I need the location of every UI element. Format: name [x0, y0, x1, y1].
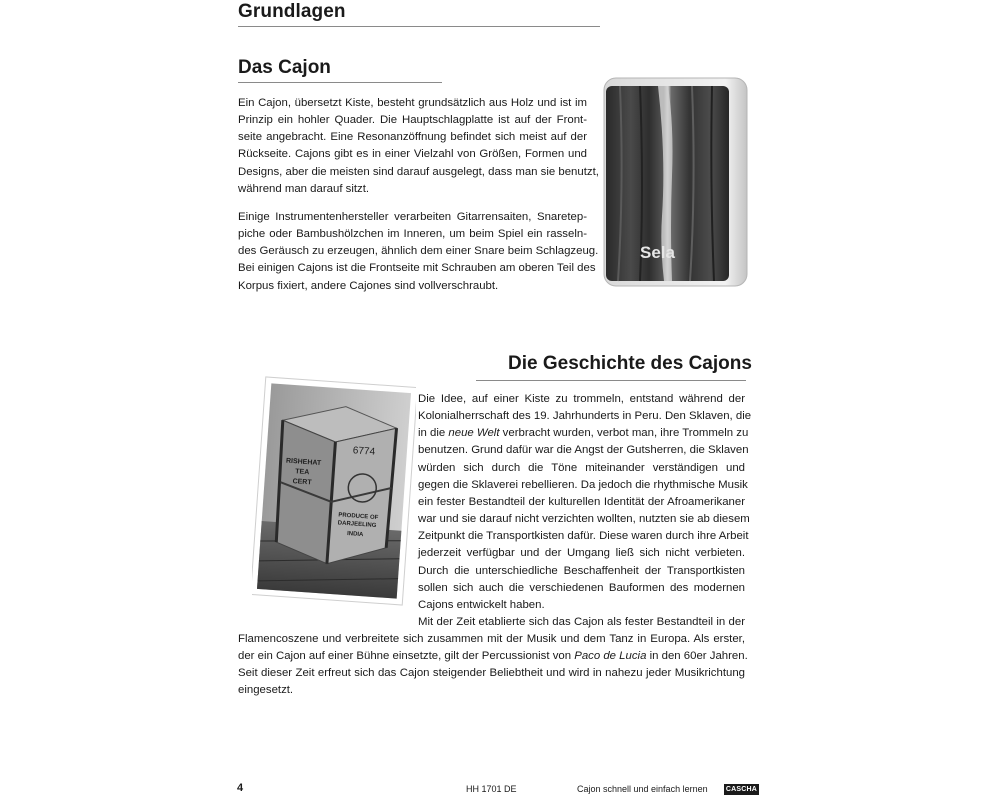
crate-label: DARJEELING — [337, 520, 377, 530]
text-line: eingesetzt. — [238, 684, 294, 697]
text-line: Rückseite. Cajons gibt es in einer Vielzahl von Größen, Formen und — [238, 148, 587, 161]
text-line: Prinzip ein hohler Quader. Die Hauptschlagplatte ist auf der Front- — [238, 114, 587, 127]
text-line: Durch die unterschiedliche Beschaffenheit der Transportkisten — [418, 564, 745, 577]
page-number: 4 — [237, 782, 244, 794]
section-title-cajon: Das Cajon — [238, 57, 331, 78]
text-line: sollen sich auch die verschiedenen Bauformen des modernen — [418, 581, 745, 594]
text-line: der ein Cajon auf einer Bühne einsetzte, gilt der Percussionist von Paco de Lucia in den 60er Jahren. — [238, 650, 748, 663]
crate-photo — [252, 376, 416, 606]
section-rule-history — [476, 380, 746, 381]
crate-label: CERT — [292, 478, 312, 487]
text-line: jederzeit verfügbar und der Umgang ließ sich nicht verbieten. — [418, 547, 745, 560]
text-line: ein fester Bestandteil der kulturellen Identität der Afroamerikaner — [418, 495, 745, 508]
paragraph-history-column — [418, 391, 752, 631]
text-line: war und sie darauf nicht verzichten wollten, nutzten sie ab diesem — [418, 513, 750, 526]
text-line: in die neue Welt verbracht wurden, verbot man, ihre Trommeln zu — [418, 427, 749, 440]
paragraph-cajon-intro — [238, 95, 599, 198]
chapter-rule — [238, 26, 600, 27]
text-line: Bei einigen Cajons ist die Frontseite mit Schrauben am oberen Teil des — [238, 262, 596, 275]
section-rule-cajon — [238, 82, 442, 83]
text-line: Cajons entwickelt haben. — [418, 598, 545, 611]
publisher-logo: CASCHA — [725, 786, 758, 793]
text-line: würden sich durch die Töne miteinander verständigen und — [418, 461, 745, 474]
section-title-history: Die Geschichte des Cajons — [508, 353, 752, 374]
emphasis: neue Welt — [448, 427, 500, 440]
product-code: HH 1701 DE — [466, 784, 517, 794]
text-line: Zeitpunkt die Transportkisten dafür. Diese waren durch ihre Arbeit — [418, 530, 749, 543]
text-line: benutzen. Grund dafür war die Angst der Gutsherren, die Sklaven — [418, 444, 749, 457]
text-line: des Geräusch zu erzeugen, ähnlich dem einer Snare beim Schlagzeug. — [238, 245, 599, 258]
text-line: Seit dieser Zeit erfreut sich das Cajon steigender Beliebtheit und wird in nahezu jeder Musikrichtung — [238, 667, 745, 680]
crate-label: PRODUCE OF — [338, 512, 379, 522]
text-line: Einige Instrumentenhersteller verarbeiten Gitarrensaiten, Snaretep- — [238, 211, 587, 223]
paragraph-history-full — [238, 631, 748, 700]
crate-label: TEA — [295, 468, 310, 477]
text-line: Kolonialherrschaft des 19. Jahrhunderts in Peru. Den Sklaven, die — [418, 410, 752, 423]
paragraph-cajon-construction — [238, 209, 599, 295]
chapter-title: Grundlagen — [238, 1, 346, 22]
crate-number: 6774 — [352, 445, 376, 458]
text-line: Die Idee, auf einer Kiste zu trommeln, entstand während der — [418, 393, 745, 405]
text-line: Designs, aber die meisten sind darauf ausgelegt, dass man sie benutzt, — [238, 165, 599, 178]
text-line: piche oder Bambushölzchen im Inneren, um beim Spiel ein rasseln- — [238, 228, 587, 241]
brand-logo: Sela — [640, 243, 675, 262]
text-line: Flamencoszene und verbreitete sich zusammen mit der Musik und dem Tanz in Europa. Als erster, — [238, 633, 745, 645]
text-line: gegen die Sklaverei rebellieren. Da jedoch die rhythmische Musik — [418, 478, 748, 491]
text-line: Ein Cajon, übersetzt Kiste, besteht grundsätzlich aus Holz und ist im — [238, 97, 587, 109]
crate-label: RISHEHAT — [285, 457, 322, 468]
emphasis: Paco de Lucia — [574, 650, 647, 663]
crate-label: INDIA — [346, 531, 364, 539]
text-line: während man darauf sitzt. — [238, 182, 370, 195]
cajon-photo — [600, 76, 750, 288]
text-line: seite angebracht. Eine Resonanzöffnung befindet sich meist auf der — [238, 131, 587, 144]
book-title: Cajon schnell und einfach lernen — [577, 784, 708, 794]
text-line: Mit der Zeit etablierte sich das Cajon als fester Bestandteil in der — [418, 616, 745, 629]
text-line: Korpus fixiert, andere Cajones sind vollverschraubt. — [238, 279, 499, 292]
